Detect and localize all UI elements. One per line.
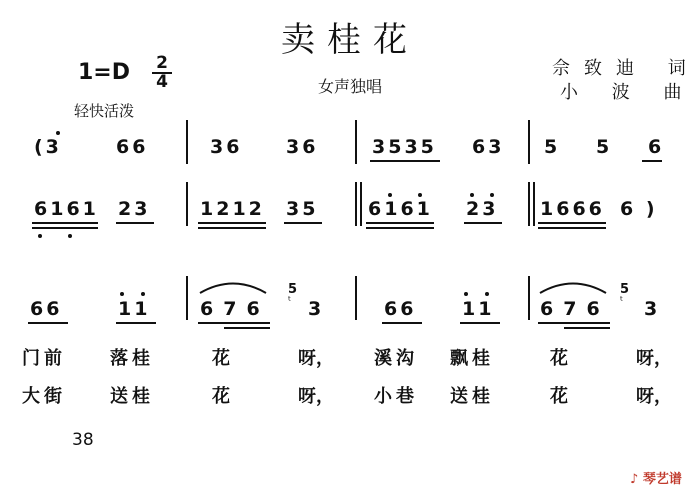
lyric-word: 花 bbox=[212, 348, 230, 369]
note-group: 66 bbox=[116, 136, 149, 158]
meter-top: 2 bbox=[156, 53, 168, 73]
beam-line bbox=[370, 160, 440, 162]
note-group: 676 bbox=[540, 298, 610, 320]
time-signature bbox=[152, 53, 172, 92]
beam-line bbox=[538, 227, 606, 229]
lyric-word: 呀， bbox=[298, 348, 334, 369]
song-title: 卖桂花 bbox=[281, 20, 419, 60]
high-octave-dot bbox=[418, 193, 422, 197]
high-octave-dot bbox=[464, 292, 468, 296]
note-group: 11 bbox=[462, 298, 495, 320]
note-group: 23 bbox=[466, 198, 499, 220]
watermark-logo bbox=[630, 468, 682, 487]
note-group: 3 bbox=[644, 298, 661, 320]
high-octave-dot bbox=[490, 193, 494, 197]
note-group: 5 bbox=[544, 136, 561, 158]
bar-line bbox=[533, 182, 535, 226]
lyric-word: 花 bbox=[550, 348, 568, 369]
note-group: 676 bbox=[200, 298, 270, 320]
beam-line bbox=[382, 322, 422, 324]
beam-line bbox=[284, 222, 322, 224]
beam-line bbox=[366, 227, 434, 229]
note-group: 3 bbox=[308, 298, 325, 320]
beam-line bbox=[198, 227, 266, 229]
lyric-word: 呀， bbox=[636, 348, 672, 369]
high-octave-dot bbox=[141, 292, 145, 296]
beam-line bbox=[464, 222, 502, 224]
page-number: 38 bbox=[72, 430, 94, 450]
watermark-text: 琴艺谱 bbox=[642, 472, 682, 487]
beam-line bbox=[116, 322, 156, 324]
beam-line bbox=[538, 322, 610, 324]
note-group: 3535 bbox=[372, 136, 437, 158]
beam-line bbox=[460, 322, 500, 324]
bar-line bbox=[186, 182, 188, 226]
note-group: 1212 bbox=[200, 198, 265, 220]
lyric-word: 呀， bbox=[636, 386, 672, 407]
beam-line bbox=[116, 222, 154, 224]
beam-line bbox=[28, 322, 68, 324]
note-group: 23 bbox=[118, 198, 151, 220]
watermark-icon: ♪ bbox=[630, 472, 639, 487]
bar-line bbox=[528, 182, 530, 226]
grace-note: 5 bbox=[620, 282, 630, 297]
bar-line bbox=[186, 120, 188, 164]
lyric-word: 送桂 bbox=[110, 386, 154, 407]
note-group: 63 bbox=[472, 136, 505, 158]
note-group: 35 bbox=[286, 198, 319, 220]
lyric-word: 门前 bbox=[22, 348, 66, 369]
high-octave-dot bbox=[388, 193, 392, 197]
note-group: 6 ) bbox=[620, 198, 658, 220]
note-group: 66 bbox=[30, 298, 63, 320]
slur-arc bbox=[536, 278, 610, 296]
note-group: 36 bbox=[286, 136, 319, 158]
lyric-word: 落桂 bbox=[110, 348, 154, 369]
low-octave-dot bbox=[68, 234, 72, 238]
bar-line bbox=[355, 276, 357, 320]
beam-line bbox=[366, 222, 434, 224]
bar-line bbox=[355, 182, 357, 226]
bar-line bbox=[360, 182, 362, 226]
grace-note: 5 bbox=[288, 282, 298, 297]
note-group: (3 bbox=[34, 136, 62, 158]
beam-line bbox=[198, 222, 266, 224]
low-octave-dot bbox=[38, 234, 42, 238]
high-octave-dot bbox=[470, 193, 474, 197]
mordent-icon: ᵗ bbox=[288, 294, 292, 307]
lyric-word: 大街 bbox=[22, 386, 66, 407]
note-group: 66 bbox=[384, 298, 417, 320]
key-signature: 1=D bbox=[78, 60, 131, 85]
bar-line bbox=[528, 120, 530, 164]
lyricist-credit: 佘致迪 词 bbox=[552, 58, 700, 79]
high-octave-dot bbox=[485, 292, 489, 296]
beam-line bbox=[564, 327, 610, 329]
note-group: 5 bbox=[596, 136, 613, 158]
beam-line bbox=[198, 322, 270, 324]
note-group: 11 bbox=[118, 298, 151, 320]
beam-line bbox=[32, 222, 98, 224]
lyric-word: 花 bbox=[550, 386, 568, 407]
bar-line bbox=[528, 276, 530, 320]
lyric-word: 花 bbox=[212, 386, 230, 407]
note-group: 6161 bbox=[368, 198, 433, 220]
lyric-word: 溪沟 bbox=[374, 348, 418, 369]
performance-note: 女声独唱 bbox=[318, 77, 383, 96]
note-group: 1666 bbox=[540, 198, 605, 220]
high-octave-dot bbox=[56, 131, 60, 135]
lyric-word: 小巷 bbox=[374, 386, 418, 407]
bar-line bbox=[186, 276, 188, 320]
lyric-word: 送桂 bbox=[450, 386, 494, 407]
bar-line bbox=[355, 120, 357, 164]
lyric-word: 飘桂 bbox=[450, 348, 494, 369]
note-group: 6161 bbox=[34, 198, 99, 220]
meter-bottom: 4 bbox=[156, 72, 168, 92]
mordent-icon: ᵗ bbox=[620, 294, 624, 307]
note-group: 6 bbox=[648, 136, 665, 158]
beam-line bbox=[32, 227, 98, 229]
slur-arc bbox=[196, 278, 270, 296]
beam-line bbox=[642, 160, 662, 162]
tempo-marking: 轻快活泼 bbox=[74, 102, 135, 120]
composer-credit: 小 波 曲 bbox=[560, 82, 696, 103]
lyric-word: 呀， bbox=[298, 386, 334, 407]
high-octave-dot bbox=[120, 292, 124, 296]
note-group: 36 bbox=[210, 136, 243, 158]
beam-line bbox=[538, 222, 606, 224]
beam-line bbox=[224, 327, 270, 329]
